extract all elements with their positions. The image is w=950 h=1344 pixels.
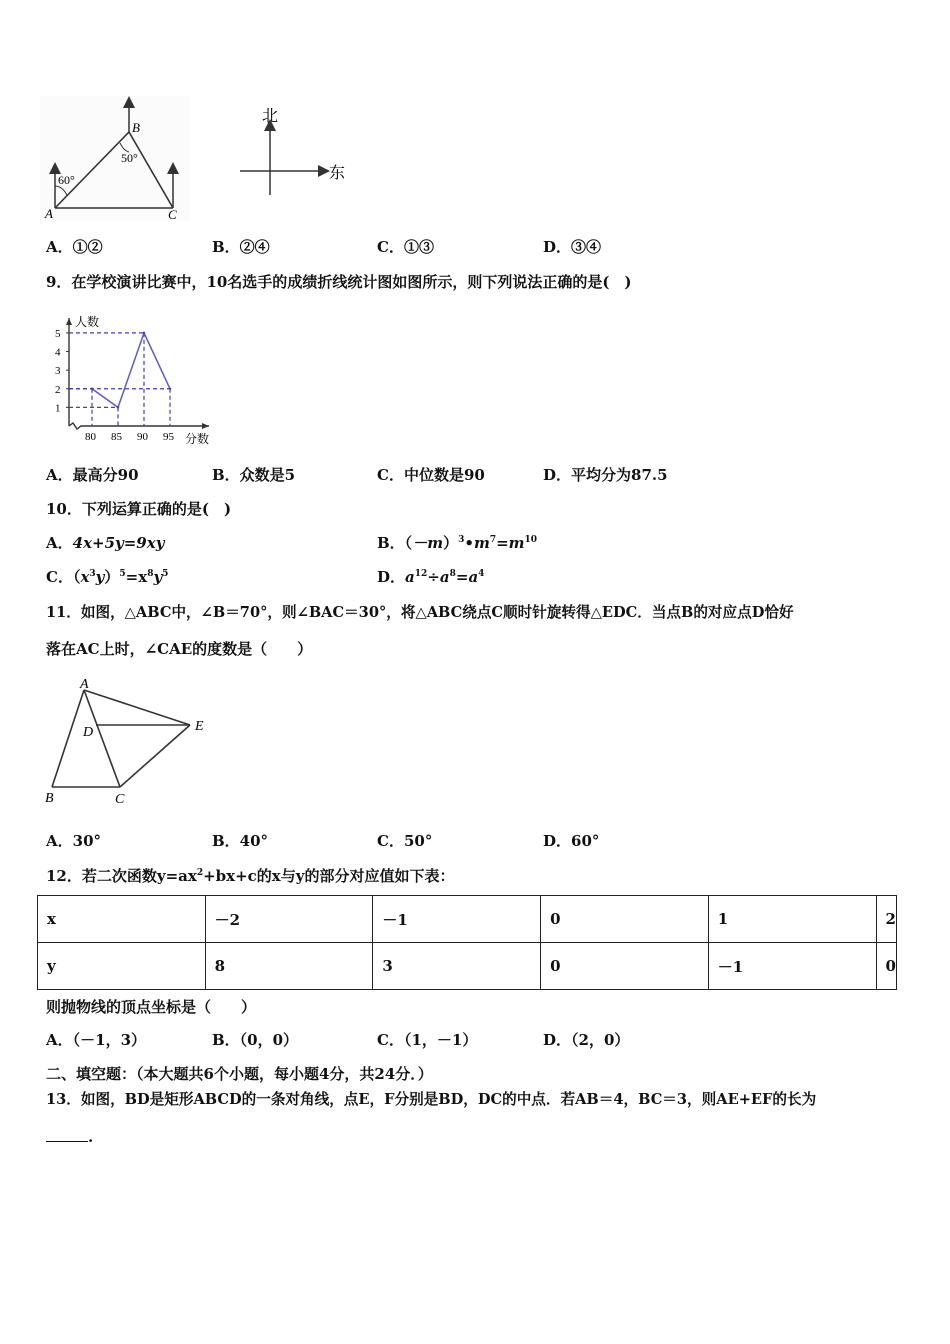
q8-triangle-figure [40, 96, 190, 221]
q13-stem: 13．如图，BD是矩形ABCD的一条对角线，点E，F分别是BD，DC的中点．若AB＝4，BC＝3，则AE+EF的长为 [46, 1091, 817, 1108]
q10-d-a1: a [405, 568, 415, 586]
data-point [91, 388, 93, 390]
q10-b-exp3: 10 [524, 535, 538, 545]
q9-line-chart [44, 308, 224, 450]
label-c: C [115, 792, 125, 807]
north-label: 北 [262, 108, 279, 125]
q11-stem-line1: 11．如图，△ABC中，∠B＝70°，则∠BAC＝30°，将△ABC绕点C顺时针旋转得△EDC．当点B的对应点D恰好 [46, 604, 794, 621]
q8-option-d: D．③④ [543, 238, 602, 256]
q11-triangle-figure [40, 672, 220, 812]
table-cell: 2 [876, 896, 896, 943]
q13-end: . [88, 1128, 94, 1146]
q10-option-d [377, 566, 484, 587]
q10-d-prefix: D． [377, 568, 406, 586]
q12-stem [46, 865, 454, 886]
table-cell: 0 [541, 943, 709, 990]
q10-option-c [46, 566, 168, 587]
q12-stem-sup: 2 [196, 868, 204, 878]
table-cell: 0 [876, 943, 896, 990]
q10-b-exp1: 3 [458, 535, 465, 545]
table-row [38, 943, 897, 990]
q10-b-close: ） [443, 534, 459, 552]
q10-c-prefix: C．（ [46, 568, 81, 586]
table-row [38, 896, 897, 943]
x-tick-label: 85 [111, 431, 122, 443]
q12-stem-suffix: +bx+c的x与y的部分对应值如下表： [203, 867, 455, 885]
x-axis-arrow [202, 423, 209, 429]
x-tick-label: 95 [163, 431, 174, 443]
q8-option-c: C．①③ [377, 238, 434, 256]
q9-option-a: A．最高分90 [46, 466, 139, 484]
q10-b-m2: m [473, 534, 490, 552]
q11-option-b: B．40° [212, 832, 269, 850]
q10-c-exp3: 8 [147, 569, 154, 579]
x-tick-label: 90 [137, 431, 148, 443]
q10-stem: 10．下列运算正确的是( ) [46, 500, 232, 518]
table-cell: 0 [541, 896, 709, 943]
q10-d-eq: = [455, 568, 469, 586]
q10-c-x: x [80, 568, 90, 586]
table-cell: －2 [205, 896, 373, 943]
label-b: B [132, 120, 140, 135]
q10-b-m3: m [508, 534, 525, 552]
x-axis [69, 423, 209, 429]
y-axis-label: 人数 [75, 315, 100, 329]
q9-option-d: D．平均分为87.5 [543, 466, 668, 484]
q12-option-b: B．（0，0） [212, 1031, 299, 1049]
label-a: A [80, 677, 89, 692]
q10-c-exp2: 5 [119, 569, 126, 579]
q10-c-y2: y [153, 568, 163, 586]
data-point [143, 332, 145, 334]
q10-option-b [377, 532, 537, 553]
q10-b-exp2: 7 [489, 535, 497, 545]
table-cell: 8 [205, 943, 373, 990]
y-tick-label: 5 [55, 327, 61, 340]
q10-d-a3: a [468, 568, 479, 586]
q12-option-c: C．（1，－1） [377, 1031, 478, 1049]
q12-option-a: A．（－1，3） [46, 1031, 147, 1049]
q10-c-y: y [95, 568, 105, 586]
q11-option-c: C．50° [377, 832, 433, 850]
q10-c-exp1: 3 [89, 569, 96, 579]
q10-option-a [46, 532, 164, 553]
q10-b-eq: = [496, 534, 509, 552]
q8-option-b: B．②④ [212, 238, 270, 256]
q10-b-dot: • [464, 534, 474, 552]
section-heading: 二、填空题：（本大题共6个小题，每小题4分，共24分．） [46, 1065, 433, 1083]
angle-60-label: 60° [58, 173, 75, 187]
y-tick-label: 3 [55, 365, 61, 378]
label-c: C [168, 207, 177, 221]
y-tick-label: 1 [55, 402, 61, 415]
x-axis-label: 分数 [185, 432, 210, 446]
side-ce [120, 725, 190, 787]
side-ab [52, 690, 84, 787]
q12-stem-prefix: 12．若二次函数y=ax [46, 867, 197, 885]
q10-b-m: －m [412, 534, 444, 552]
q11-option-a: A．30° [46, 832, 102, 850]
q12-question: 则抛物线的顶点坐标是（ ） [46, 998, 257, 1016]
q10-d-exp1: 12 [414, 569, 428, 579]
table-cell: y [38, 943, 206, 990]
q9-stem: 9．在学校演讲比赛中，10名选手的成绩折线统计图如图所示，则下列说法正确的是( ) [46, 273, 632, 291]
x-tick-label: 80 [85, 431, 96, 443]
q10-d-exp2: 8 [449, 569, 456, 579]
label-d: D [83, 725, 94, 740]
q10-d-exp3: 4 [478, 569, 485, 579]
q11-option-d: D．60° [543, 832, 600, 850]
table-cell: 1 [708, 896, 876, 943]
q10-a-expr: 4x+5y=9xy [72, 534, 165, 552]
q8-option-a: A．①② [46, 238, 103, 256]
q12-option-d: D．（2，0） [543, 1031, 630, 1049]
y-tick-label: 2 [55, 383, 61, 396]
data-point [169, 388, 171, 390]
q9-option-b: B．众数是5 [212, 466, 296, 484]
table-cell: －1 [373, 896, 541, 943]
label-b: B [45, 791, 54, 806]
table-cell: －1 [708, 943, 876, 990]
angle-50-label: 50° [121, 151, 138, 165]
q10-b-prefix: B．（ [377, 534, 413, 552]
q10-d-a2: a [439, 568, 450, 586]
y-tick-label: 4 [55, 346, 61, 359]
q10-a-prefix: A． [46, 534, 73, 552]
label-e: E [195, 719, 204, 734]
series-line [92, 333, 170, 407]
q10-c-exp4: 5 [162, 569, 169, 579]
q13-answer-line [46, 1128, 93, 1146]
y-axis-arrow [66, 318, 72, 325]
data-point [117, 406, 119, 408]
q10-d-div: ÷ [427, 568, 440, 586]
table-cell: x [38, 896, 206, 943]
q12-value-table [37, 895, 897, 990]
answer-blank[interactable] [46, 1129, 88, 1142]
table-cell: 3 [373, 943, 541, 990]
q9-option-c: C．中位数是90 [377, 466, 485, 484]
q10-c-close: ） [104, 568, 120, 586]
side-ae [84, 690, 190, 725]
q11-stem-line2: 落在AC上时，∠CAE的度数是（ ） [46, 640, 313, 658]
label-a: A [45, 206, 53, 221]
q8-compass-figure [232, 103, 350, 203]
east-label: 东 [329, 165, 346, 182]
q10-c-eq: =x [125, 568, 148, 586]
